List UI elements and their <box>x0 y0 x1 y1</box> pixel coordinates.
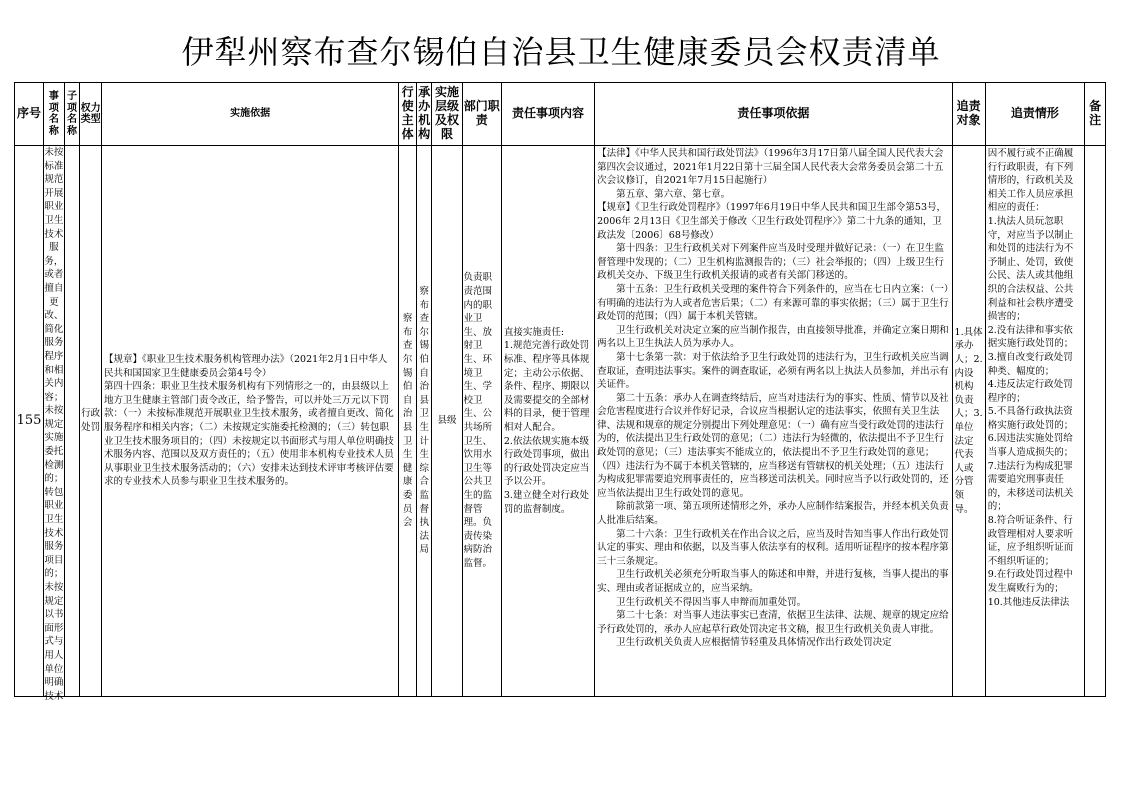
header-row <box>15 83 1106 146</box>
header-sub-item-name: 子项名称 <box>64 83 80 146</box>
cell-seq: 155 <box>15 146 44 697</box>
cell-dept-duty: 负责职责范围内的职业卫生、放射卫生、环境卫生、学校卫生、公共场所卫生、饮用水卫生等公共卫生的监督管理。负责传染病防治监督。 <box>463 272 493 569</box>
cell-subject: 察布查尔锡伯自治县卫生健康委员会 <box>399 146 417 697</box>
resp-basis-paragraph: 除前款第一项、第五项所述情形之外，承办人应制作结案报告，并经本机关负责人批准后结案。 <box>597 501 949 527</box>
table-row <box>15 146 1106 697</box>
header-power-type: 权力类型 <box>80 83 102 146</box>
header-resp-basis: 责任事项依据 <box>595 83 952 146</box>
resp-basis-paragraph: 第五章、第六章、第七章。 <box>616 188 731 200</box>
resp-basis-paragraph: 卫生行政机关负责人应根据情节轻重及具体情况作出行政处罚决定 <box>616 637 892 649</box>
cell-basis-wrap <box>102 146 399 697</box>
resp-basis-paragraph: 第十五条：卫生行政机关受理的案件符合下列条件的，应当在七日内立案：（一）有明确的违法行为人或者危害后果；（二）有来源可靠的事实依据；（三）属于卫生行政处罚的范围；（四）属于本机关管辖。 <box>597 283 949 323</box>
header-seq: 序号 <box>15 83 44 146</box>
header-remarks: 备注 <box>1085 83 1106 146</box>
cell-sub-item-name <box>64 146 80 697</box>
resp-basis-paragraph: 卫生行政机关不得因当事人申辩而加重处罚。 <box>616 596 807 608</box>
resp-basis-paragraph: 【规章】《卫生行政处罚程序》（1997年6月19日中华人民共和国卫生部令第53号，2006年 2月13日《卫生部关于修改〈卫生行政处罚程序〉》第二十九条的通知，卫政法发〔2006〕68号修改） <box>597 202 947 241</box>
page-title: 伊犁州察布查尔锡伯自治县卫生健康委员会权责清单 <box>181 33 941 71</box>
resp-basis-paragraph: 第二十七条：对当事人违法事实已查清，依据卫生法律、法规、规章的规定应给予行政处罚的，承办人应起草行政处罚决定书文稿，报卫生行政机关负责人审批。 <box>597 610 949 635</box>
cell-power-type: 行政处罚 <box>80 146 102 697</box>
resp-basis-paragraph: 卫生行政机关对决定立案的应当制作报告，由直接领导批准，并确定立案日期和两名以上卫生执法人员为承办人。 <box>597 324 949 350</box>
header-handler: 承办机构 <box>416 83 432 146</box>
header-situation: 追责情形 <box>985 83 1084 146</box>
cell-accountable: 1.具体承办人；2.内设机构负责人；3.单位法定代表人或分管领导。 <box>954 326 983 515</box>
resp-basis-paragraph: 【法律】《中华人民共和国行政处罚法》（1996年3月17日第八届全国人民代表大会第四次会议通过，2021年1月22日第十三届全国人民代表大会常务委员会第二十五次会议修订，自2021年7月15日起施行） <box>597 148 944 187</box>
cell-accountable-wrap <box>952 146 985 697</box>
cell-dept-duty-wrap <box>462 146 501 697</box>
cell-situation: 因不履行或不正确履行行政职责，有下列情形的，行政机关及相关工作人员应承担相应的责任： 1.执法人员玩忽职守，对应当予以制止和处罚的违法行为不予制止、处罚，致使公民、法人或其他组织的合法权益、公共利益和社会秩序遭受损害的； 2.没有法律和事实依据实施行政处罚的； 3.擅自改变行政处罚种类、幅度的； 4.违反法定行政处罚程序的； 5.不具备行政执法资格实施行政处罚的； 6.因违法实施处罚给当事人造成损失的； 7.违法行为构成犯罪需要追究刑事责任的，未移送司法机关的； 8.符合听证条件、行政管理相对人要求听证，应予组织听证而不组织听证的； 9.在行政处罚过程中发生腐败行为的； 10.其他违反法律法 <box>987 148 1074 608</box>
header-dept-duty: 部门职责 <box>462 83 501 146</box>
responsibility-table <box>14 82 1106 702</box>
header-resp-content: 责任事项内容 <box>501 83 594 146</box>
cell-situation-wrap <box>985 146 1084 697</box>
resp-basis-paragraph: 第十七条第一款：对于依法给予卫生行政处罚的违法行为，卫生行政机关应当调查取证，查明违法事实。案件的调查取证，必须有两名以上执法人员参加，并出示有关证件。 <box>597 351 949 391</box>
cell-item-name-wrap <box>44 146 65 702</box>
cell-resp-content: 直接实施责任: 1.规范完善行政处罚标准、程序等具体规定；主动公示依据、条件、程序、期限以及需要提交的全部材料的目录，便于管理相对人配合。 2.依法依规实施本级行政处罚事项，做出的行政处罚决定应当予以公开。 3.建立健全对行政处罚的监督制度。 <box>503 326 590 515</box>
header-subject: 行使主体 <box>399 83 417 146</box>
cell-item-name: 未按标准规范开展职业卫生技术服务，或者擅自更改、简化服务程序和相关内容；未按规定实施委托检测的；转包职业卫生技术服务项目的；未按规定以书面形式与用人单位明确技术 <box>44 147 64 702</box>
resp-basis-paragraph: 第二十五条：承办人在调查终结后，应当对违法行为的事实、性质、情节以及社会危害程度进行合议并作好记录，合议应当根据认定的违法事实，依照有关卫生法律、法规和规章的规定分别提出下列处理意见：（一）确有应当受行政处罚的违法行为的，依法提出卫生行政处罚的意见；（二）违法行为轻微的，依法提出不予卫生行政处罚的意见；（三）违法事实不能成立的，依法提出不予卫生行政处罚的意见；（四）违法行为不属于本机关管辖的，应当移送有管辖权的机关处理；（五）违法行为构成犯罪需要追究刑事责任的，应当移送司法机关。同时应当予以行政处罚的，还应当依法提出卫生行政处罚的意见。 <box>597 392 949 499</box>
header-basis: 实施依据 <box>102 83 399 146</box>
header-item-name: 事项名称 <box>44 83 65 146</box>
header-accountable: 追责对象 <box>952 83 985 146</box>
resp-basis-paragraph: 第二十六条：卫生行政机关在作出合议之后，应当及时告知当事人作出行政处罚认定的事实、理由和依据，以及当事人依法享有的权利。适用听证程序的按本程序第三十三条规定。 <box>597 528 949 567</box>
resp-basis-paragraph: 卫生行政机关必须充分听取当事人的陈述和申辩，并进行复核，当事人提出的事实、理由或者证据成立的，应当采纳。 <box>597 569 949 594</box>
resp-basis-paragraph: 第十四条：卫生行政机关对下列案件应当及时受理并做好记录：（一）在卫生监督管理中发现的；（二）卫生机构监测报告的；（三）社会举报的；（四）上级卫生行政机关交办、下级卫生行政机关报请的或者有关部门移送的。 <box>597 243 944 282</box>
cell-handler: 察布查尔锡伯自治县卫生计生综合监督执法局 <box>416 146 432 697</box>
cell-resp-basis-wrap <box>595 146 952 697</box>
header-level: 实施层级及权限 <box>432 83 462 146</box>
cell-resp-content-wrap <box>501 146 594 697</box>
cell-remarks <box>1085 146 1106 697</box>
cell-basis: 【规章】《职业卫生技术服务机构管理办法》（2021年2月1日中华人民共和国国家卫生健康委员会第4号令） 第四十四条：职业卫生技术服务机构有下列情形之一的，由县级以上地方卫生健康主管部门责令改正，给予警告，可以并处三万元以下罚款：（一）未按标准规范开展职业卫生技术服务，或者擅自更改、简化服务程序和相关内容；（二）未按规定实施委托检测的；（三）转包职业卫生技术服务项目的；（四）未按规定以书面形式与用人单位明确技术服务内容、范围以及双方责任的；（五）使用非本机构专业技术人员从事职业卫生技术服务活动的；（六）安排未达到技术评审考核评估要求的专业技术人员参与职业卫生技术服务的。 <box>104 354 394 488</box>
cell-level: 县级 <box>432 146 462 697</box>
cell-resp-basis <box>595 146 951 696</box>
